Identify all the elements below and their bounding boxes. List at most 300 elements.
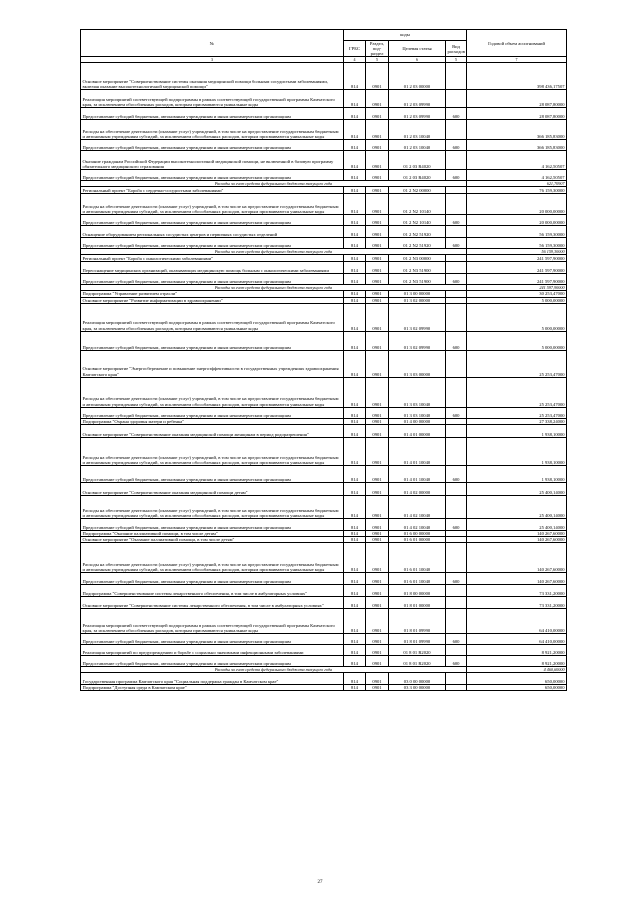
amount-cell: 25 400,14000 (467, 518, 567, 530)
table-row (81, 194, 567, 215)
grbs-cell: 814 (344, 685, 366, 691)
grbs-cell: 814 (344, 108, 366, 120)
item-name-cell: Основное мероприятие "Совершенствование системы оказания медицинской помощи больным сосудистыми заболеваниями, включая оказание высокотехнологичной медицинской помощи" (81, 63, 344, 90)
amount-cell: 5 000,00000 (467, 297, 567, 303)
expense-type-cell (446, 151, 467, 170)
section-cell: 0901 (366, 350, 389, 377)
grbs-cell: 814 (344, 291, 366, 297)
item-name-cell: Предоставление субсидий бюджетным, автономным учреждениям и иным некоммерческим организациям (81, 274, 344, 285)
expense-type-cell: 600 (446, 215, 467, 226)
expense-type-cell (446, 377, 467, 407)
grbs-cell: 814 (344, 597, 366, 609)
target-item-cell: 01 6 01 10040 (389, 573, 446, 585)
budget-table (80, 29, 567, 691)
target-item-cell: 01 2 03 R4020 (389, 151, 446, 170)
target-item-cell: 01 3 03 10040 (389, 407, 446, 418)
grbs-cell: 814 (344, 495, 366, 518)
amount-cell: 8 921,20000 (467, 656, 567, 667)
table-row (81, 215, 567, 226)
amount-cell: 366 185,83000 (467, 120, 567, 140)
col-num: 5 (366, 57, 389, 63)
section-cell: 0901 (366, 437, 389, 465)
table-row (81, 437, 567, 465)
amount-cell: 30 253,47000 (467, 291, 567, 297)
item-name-cell: Подпрограмма "Охрана здоровья матери и ребенка" (81, 418, 344, 424)
item-name-cell: Реализация мероприятий соответствующей подпрограммы в рамках соответствующей государственной программы Камчатского края, за исключением обособленных расходов, которым присваиваются уникальные коды (81, 303, 344, 331)
grbs-cell: 814 (344, 187, 366, 194)
grbs-cell: 814 (344, 120, 366, 140)
item-name-cell: Расходы на обеспечение деятельности (оказание услуг) учреждений, в том числе на предоставление государственным бюджетным и автономным учреждениям субсидий, за исключением обособленных расходов, которым присваиваются уникальные коды (81, 120, 344, 140)
grbs-cell: 814 (344, 609, 366, 634)
item-name-cell: Расходы на обеспечение деятельности (оказание услуг) учреждений, в том числе на предоставление государственным бюджетным и автономным учреждениям субсидий, за исключением обособленных расходов, которым присваиваются уникальные коды (81, 194, 344, 215)
amount-cell: 140 267,60000 (467, 530, 567, 536)
expense-type-cell (446, 262, 467, 274)
expense-type-cell (446, 495, 467, 518)
section-cell: 0901 (366, 140, 389, 151)
note-amount: 56 159,30000 (467, 249, 567, 255)
grbs-cell: 814 (344, 573, 366, 585)
target-item-cell: 01 4 01 00000 (389, 424, 446, 437)
grbs-cell: 814 (344, 634, 366, 645)
target-item-cell: 01 2 N2 10140 (389, 194, 446, 215)
section-cell: 0901 (366, 495, 389, 518)
section-cell: 0901 (366, 424, 389, 437)
amount-cell: 28 087,80000 (467, 108, 567, 120)
table-header (81, 30, 567, 63)
target-item-cell: 01 3 02 09990 (389, 303, 446, 331)
table-row (81, 518, 567, 530)
target-item-cell: 01 4 02 10040 (389, 495, 446, 518)
target-item-cell: 01 4 02 00000 (389, 482, 446, 495)
section-cell: 0901 (366, 238, 389, 249)
target-item-cell: 01 2 N3 00000 (389, 255, 446, 262)
expense-type-cell: 600 (446, 518, 467, 530)
section-cell: 0901 (366, 465, 389, 482)
grbs-cell: 814 (344, 437, 366, 465)
target-item-cell: 01 8 01 09990 (389, 609, 446, 634)
table-row (81, 495, 567, 518)
note-label: Расходы за счет средств федерального бюджета текущего года (81, 667, 467, 673)
target-item-cell: 01 3 03 00000 (389, 350, 446, 377)
amount-cell: 398 436,17507 (467, 63, 567, 90)
item-name-cell: Предоставление субсидий бюджетным, автономным учреждениям и иным некоммерческим организациям (81, 331, 344, 350)
expense-type-cell (446, 90, 467, 108)
target-item-cell: 03 3 00 00000 (389, 685, 446, 691)
grbs-cell: 814 (344, 194, 366, 215)
target-item-cell: 01 2 N2 51920 (389, 226, 446, 238)
item-name-cell: Основное мероприятие "Совершенствование системы лекарственного обеспечения, в том числе в амбулаторных условиях" (81, 597, 344, 609)
amount-cell: 4 162,50507 (467, 151, 567, 170)
grbs-cell: 814 (344, 465, 366, 482)
amount-cell: 241 597,90000 (467, 262, 567, 274)
table-row (81, 120, 567, 140)
expense-type-cell: 600 (446, 108, 467, 120)
table-row (81, 90, 567, 108)
expense-type-cell: 600 (446, 407, 467, 418)
expense-type-cell: 600 (446, 238, 467, 249)
target-item-cell: 01 3 02 09990 (389, 331, 446, 350)
amount-cell: 64 410,00000 (467, 634, 567, 645)
amount-cell: 241 597,90000 (467, 255, 567, 262)
table-row (81, 350, 567, 377)
table-row (81, 140, 567, 151)
table-row (81, 673, 567, 685)
expense-type-cell (446, 63, 467, 90)
section-cell: 0901 (366, 673, 389, 685)
grbs-cell: 814 (344, 255, 366, 262)
section-cell: 0901 (366, 482, 389, 495)
item-name-cell: Предоставление субсидий бюджетным, автономным учреждениям и иным некоммерческим организациям (81, 573, 344, 585)
item-name-cell: Переоснащение медицинских организаций, оказывающих медицинскую помощь больным с онкологическими заболеваниями (81, 262, 344, 274)
budget-table-sheet (80, 29, 566, 691)
table-row (81, 656, 567, 667)
grbs-cell: 814 (344, 226, 366, 238)
expense-type-cell (446, 597, 467, 609)
item-name-cell: Региональный проект "Борьба с сердечно-сосудистыми заболеваниями" (81, 187, 344, 194)
target-item-cell: 01 2 N3 51900 (389, 274, 446, 285)
table-row (81, 645, 567, 656)
target-item-cell: 01 2 N2 51920 (389, 238, 446, 249)
amount-cell: 366 185,83000 (467, 140, 567, 151)
amount-cell: 20 000,00000 (467, 194, 567, 215)
item-name-cell: Расходы на обеспечение деятельности (оказание услуг) учреждений, в том числе на предоставление государственным бюджетным и автономным учреждениям субсидий, за исключением обособленных расходов, которым присваиваются уникальные коды (81, 495, 344, 518)
target-item-cell: 01 4 01 10040 (389, 465, 446, 482)
grbs-cell: 814 (344, 350, 366, 377)
item-name-cell: Подпрограмма "Доступная среда в Камчатском крае" (81, 685, 344, 691)
item-name-cell: Расходы на обеспечение деятельности (оказание услуг) учреждений, в том числе на предоставление государственным бюджетным и автономным учреждениям субсидий, за исключением обособленных расходов, которым присваиваются уникальные коды (81, 377, 344, 407)
amount-cell: 140 267,60000 (467, 537, 567, 543)
grbs-cell: 814 (344, 274, 366, 285)
grbs-cell: 814 (344, 537, 366, 543)
grbs-cell: 814 (344, 303, 366, 331)
grbs-cell: 814 (344, 140, 366, 151)
amount-cell: 140 267,60000 (467, 543, 567, 573)
item-name-cell: Основное мероприятие "Совершенствование оказания медицинской помощи детям" (81, 482, 344, 495)
target-item-cell: 01 4 02 10040 (389, 518, 446, 530)
expense-type-cell (446, 585, 467, 597)
amount-cell: 25 253,47000 (467, 407, 567, 418)
target-item-cell: 01 6 00 00000 (389, 530, 446, 536)
item-name-cell: Подпрограмма "Оказание паллиативной помощи, в том числе детям" (81, 530, 344, 536)
section-cell: 0901 (366, 215, 389, 226)
section-cell: 0901 (366, 685, 389, 691)
grbs-cell: 814 (344, 377, 366, 407)
expense-type-cell (446, 685, 467, 691)
item-name-cell: Предоставление субсидий бюджетным, автономным учреждениям и иным некоммерческим организациям (81, 656, 344, 667)
item-name-cell: Предоставление субсидий бюджетным, автономным учреждениям и иным некоммерческим организациям (81, 215, 344, 226)
item-name-cell: Основное мероприятие "Развитие информатизации в здравоохранении" (81, 297, 344, 303)
target-item-cell: 01 2 N2 10140 (389, 215, 446, 226)
grbs-cell: 814 (344, 170, 366, 181)
amount-cell: 5 000,00000 (467, 331, 567, 350)
target-item-cell: 01 4 01 10040 (389, 437, 446, 465)
expense-type-cell: 600 (446, 331, 467, 350)
expense-type-cell: 600 (446, 573, 467, 585)
table-row (81, 543, 567, 573)
item-name-cell: Оказание гражданам Российской Федерации высокотехнологичной медицинской помощи, не включенной в базовую программу обязательного медицинского страхования (81, 151, 344, 170)
table-row (81, 303, 567, 331)
item-name-cell: Предоставление субсидий бюджетным, автономным учреждениям и иным некоммерческим организациям (81, 407, 344, 418)
item-name-cell: Основное мероприятие "Оказание паллиативной помощи, в том числе детям" (81, 537, 344, 543)
target-item-cell: 01 2 N3 51900 (389, 262, 446, 274)
target-item-cell: 01 6 01 00000 (389, 537, 446, 543)
table-row (81, 63, 567, 90)
table-row (81, 274, 567, 285)
note-label: Расходы за счет средств федерального бюджета текущего года (81, 181, 467, 187)
amount-cell: 28 087,80000 (467, 90, 567, 108)
table-row (81, 685, 567, 691)
amount-cell: 5 000,00000 (467, 303, 567, 331)
item-name-cell: Реализация мероприятий соответствующей подпрограммы в рамках соответствующей государственной программы Камчатского края, за исключением обособленных расходов, которым присваиваются уникальные коды (81, 609, 344, 634)
section-cell: 0901 (366, 297, 389, 303)
target-item-cell: 01 2 03 09990 (389, 108, 446, 120)
amount-cell: 25 253,47000 (467, 377, 567, 407)
target-item-cell: 01 8 01 09990 (389, 634, 446, 645)
col-num: 4 (344, 57, 366, 63)
item-name-cell: Региональный проект "Борьба с онкологическими заболеваниями" (81, 255, 344, 262)
table-body (81, 63, 567, 691)
grbs-cell: 814 (344, 585, 366, 597)
item-name-cell: Расходы на обеспечение деятельности (оказание услуг) учреждений, в том числе на предоставление государственным бюджетным и автономным учреждениям субсидий, за исключением обособленных расходов, которым присваиваются уникальные коды (81, 543, 344, 573)
grbs-cell: 814 (344, 673, 366, 685)
item-name-cell: Предоставление субсидий бюджетным, автономным учреждениям и иным некоммерческим организациям (81, 238, 344, 249)
section-cell: 0901 (366, 90, 389, 108)
expense-type-cell: 600 (446, 170, 467, 181)
item-name-cell: Основное мероприятие "Энергосбережение и повышение энергоэффективности в государственных учреждениях здравоохранения Камчатского края" (81, 350, 344, 377)
amount-cell: 1 938,10000 (467, 437, 567, 465)
section-cell: 0901 (366, 537, 389, 543)
grbs-cell: 814 (344, 151, 366, 170)
item-name-cell: Подпрограмма "Управление развитием отрасли" (81, 291, 344, 297)
grbs-cell: 814 (344, 297, 366, 303)
target-item-cell: 01 6 01 10040 (389, 543, 446, 573)
expense-type-cell: 600 (446, 634, 467, 645)
table-row (81, 465, 567, 482)
target-item-cell: 03 0 00 00000 (389, 673, 446, 685)
target-item-cell: 01 2 03 R4020 (389, 170, 446, 181)
grbs-cell: 814 (344, 656, 366, 667)
col-num: 3 (81, 57, 344, 63)
section-cell: 0901 (366, 645, 389, 656)
note-amount: 4 460,60000 (467, 667, 567, 673)
section-cell: 0901 (366, 170, 389, 181)
grbs-header: ГРБС (344, 41, 366, 57)
grbs-cell: 814 (344, 424, 366, 437)
item-name-cell: Реализация мероприятий соответствующей подпрограммы в рамках соответствующей государственной программы Камчатского края, за исключением обособленных расходов, которым присваиваются уникальные коды (81, 90, 344, 108)
col-num: 7 (467, 57, 567, 63)
note-amount: 621,70907 (467, 181, 567, 187)
amount-cell: 140 267,60000 (467, 573, 567, 585)
amount-cell: 1 938,10000 (467, 424, 567, 437)
amount-cell: 4 162,50507 (467, 170, 567, 181)
section-cell: 0901 (366, 573, 389, 585)
section-cell: 0901 (366, 226, 389, 238)
codes-header: коды (344, 30, 467, 41)
grbs-cell: 814 (344, 90, 366, 108)
grbs-cell: 814 (344, 418, 366, 424)
amount-cell: 1 938,10000 (467, 465, 567, 482)
section-cell: 0901 (366, 377, 389, 407)
item-name-cell: Государственная программа Камчатского края "Социальная поддержка граждан в Камчатском крае" (81, 673, 344, 685)
table-row (81, 585, 567, 597)
grbs-cell: 814 (344, 407, 366, 418)
item-name-cell: Оснащение оборудованием региональных сосудистых центров и первичных сосудистых отделений (81, 226, 344, 238)
table-row (81, 255, 567, 262)
expense-type-cell (446, 303, 467, 331)
table-row (81, 597, 567, 609)
amount-cell: 25 253,47000 (467, 350, 567, 377)
table-row (81, 482, 567, 495)
section-cell: 0901 (366, 303, 389, 331)
amount-cell: 73 331,20000 (467, 585, 567, 597)
grbs-cell: 814 (344, 645, 366, 656)
section-cell: 0901 (366, 634, 389, 645)
item-name-cell: Расходы на обеспечение деятельности (оказание услуг) учреждений, в том числе на предоставление государственным бюджетным и автономным учреждениям субсидий, за исключением обособленных расходов, которым присваиваются уникальные коды (81, 437, 344, 465)
table-row (81, 187, 567, 194)
section-cell: 0901 (366, 151, 389, 170)
table-row (81, 151, 567, 170)
item-name-cell: Реализация мероприятий по предупреждению и борьбе с социально значимыми инфекционными заболеваниями (81, 645, 344, 656)
item-name-cell: Предоставление субсидий бюджетным, автономным учреждениям и иным некоммерческим организациям (81, 465, 344, 482)
section-cell: 0901 (366, 585, 389, 597)
expense-type-cell: 600 (446, 465, 467, 482)
grbs-cell: 814 (344, 238, 366, 249)
grbs-cell: 814 (344, 543, 366, 573)
expense-type-cell (446, 543, 467, 573)
grbs-cell: 814 (344, 331, 366, 350)
amount-cell: 64 410,00000 (467, 609, 567, 634)
section-cell: 0901 (366, 108, 389, 120)
section-cell: 0901 (366, 530, 389, 536)
grbs-cell: 814 (344, 482, 366, 495)
amount-cell: 650,00000 (467, 685, 567, 691)
expense-type-cell (446, 255, 467, 262)
expense-type-cell (446, 645, 467, 656)
table-row (81, 238, 567, 249)
amount-cell: 20 000,00000 (467, 215, 567, 226)
table-row (81, 108, 567, 120)
note-amount: 241 597,90000 (467, 285, 567, 291)
target-item-cell: 01 8 01 00000 (389, 597, 446, 609)
table-row (81, 609, 567, 634)
section-header: Раздел, под-раздел (366, 41, 389, 57)
target-item-cell: 01 8 01 R2020 (389, 645, 446, 656)
target-item-cell: 01 2 03 10040 (389, 120, 446, 140)
table-row (81, 226, 567, 238)
expense-type-cell: 600 (446, 656, 467, 667)
target-item-cell: 01 3 00 00000 (389, 291, 446, 297)
expense-type-cell (446, 350, 467, 377)
expense-type-cell: 600 (446, 274, 467, 285)
target-item-cell: 01 4 00 00000 (389, 418, 446, 424)
target-item-cell: 01 2 03 10040 (389, 140, 446, 151)
section-cell: 0901 (366, 291, 389, 297)
expense-type-cell (446, 194, 467, 215)
table-row (81, 170, 567, 181)
num-header: № (81, 30, 344, 57)
expense-type-cell (446, 609, 467, 634)
target-item-cell: 01 3 02 00000 (389, 297, 446, 303)
section-cell: 0901 (366, 609, 389, 634)
expense-type-cell (446, 187, 467, 194)
amount-cell: 25 400,14000 (467, 482, 567, 495)
expense-type-cell (446, 226, 467, 238)
amount-cell: 25 400,14000 (467, 495, 567, 518)
target-item-cell: 01 2 N2 00000 (389, 187, 446, 194)
expense-type-cell (446, 424, 467, 437)
note-label: Расходы за счет средств федерального бюджета текущего года (81, 285, 467, 291)
expense-type-cell (446, 673, 467, 685)
item-name-cell: Предоставление субсидий бюджетным, автономным учреждениям и иным некоммерческим организациям (81, 140, 344, 151)
grbs-cell: 814 (344, 530, 366, 536)
section-cell: 0901 (366, 262, 389, 274)
section-cell: 0901 (366, 120, 389, 140)
section-cell: 0901 (366, 194, 389, 215)
grbs-cell: 814 (344, 215, 366, 226)
expense-type-cell (446, 120, 467, 140)
table-row (81, 573, 567, 585)
item-name-cell: Предоставление субсидий бюджетным, автономным учреждениям и иным некоммерческим организациям (81, 170, 344, 181)
grbs-cell: 814 (344, 63, 366, 90)
amount-cell: 650,00000 (467, 673, 567, 685)
table-row (81, 424, 567, 437)
section-cell: 0901 (366, 543, 389, 573)
section-cell: 0901 (366, 407, 389, 418)
grbs-cell: 814 (344, 262, 366, 274)
target-item-header: Целевая статья (389, 41, 446, 57)
item-name-cell: Основное мероприятие "Совершенствование оказания медицинской помощи женщинам в период родоразрешения" (81, 424, 344, 437)
section-cell: 0901 (366, 656, 389, 667)
annual-volume-header: Годовой объем ассигнований (467, 30, 567, 57)
item-name-cell: Предоставление субсидий бюджетным, автономным учреждениям и иным некоммерческим организациям (81, 108, 344, 120)
table-row (81, 407, 567, 418)
section-cell: 0901 (366, 187, 389, 194)
target-item-cell: 01 8 00 00000 (389, 585, 446, 597)
col-num: 6 (389, 57, 446, 63)
expense-type-cell (446, 482, 467, 495)
item-name-cell: Предоставление субсидий бюджетным, автономным учреждениям и иным некоммерческим организациям (81, 634, 344, 645)
table-row (81, 262, 567, 274)
section-cell: 0901 (366, 63, 389, 90)
section-cell: 0901 (366, 597, 389, 609)
section-cell: 0901 (366, 331, 389, 350)
expense-type-header: Вид расходов (446, 41, 467, 57)
amount-cell: 8 921,20000 (467, 645, 567, 656)
expense-type-cell: 600 (446, 140, 467, 151)
amount-cell: 76 159,30000 (467, 187, 567, 194)
section-cell: 0901 (366, 418, 389, 424)
section-cell: 0901 (366, 518, 389, 530)
expense-type-cell (446, 437, 467, 465)
table-row (81, 377, 567, 407)
item-name-cell: Предоставление субсидий бюджетным, автономным учреждениям и иным некоммерческим организациям (81, 518, 344, 530)
col-num: 5 (446, 57, 467, 63)
table-row (81, 634, 567, 645)
target-item-cell: 01 2 03 09990 (389, 90, 446, 108)
amount-cell: 56 159,30000 (467, 226, 567, 238)
target-item-cell: 01 2 03 00000 (389, 63, 446, 90)
target-item-cell: 01 3 03 10040 (389, 377, 446, 407)
amount-cell: 56 159,30000 (467, 238, 567, 249)
note-label: Расходы за счет средств федерального бюджета текущего года (81, 249, 467, 255)
target-item-cell: 01 8 01 R2020 (389, 656, 446, 667)
section-cell: 0901 (366, 274, 389, 285)
amount-cell: 73 331,20000 (467, 597, 567, 609)
amount-cell: 241 597,90000 (467, 274, 567, 285)
page-number: 27 (317, 880, 323, 885)
table-row (81, 331, 567, 350)
item-name-cell: Подпрограмма "Совершенствование системы лекарственного обеспечения, в том числе в амбулаторных условиях" (81, 585, 344, 597)
